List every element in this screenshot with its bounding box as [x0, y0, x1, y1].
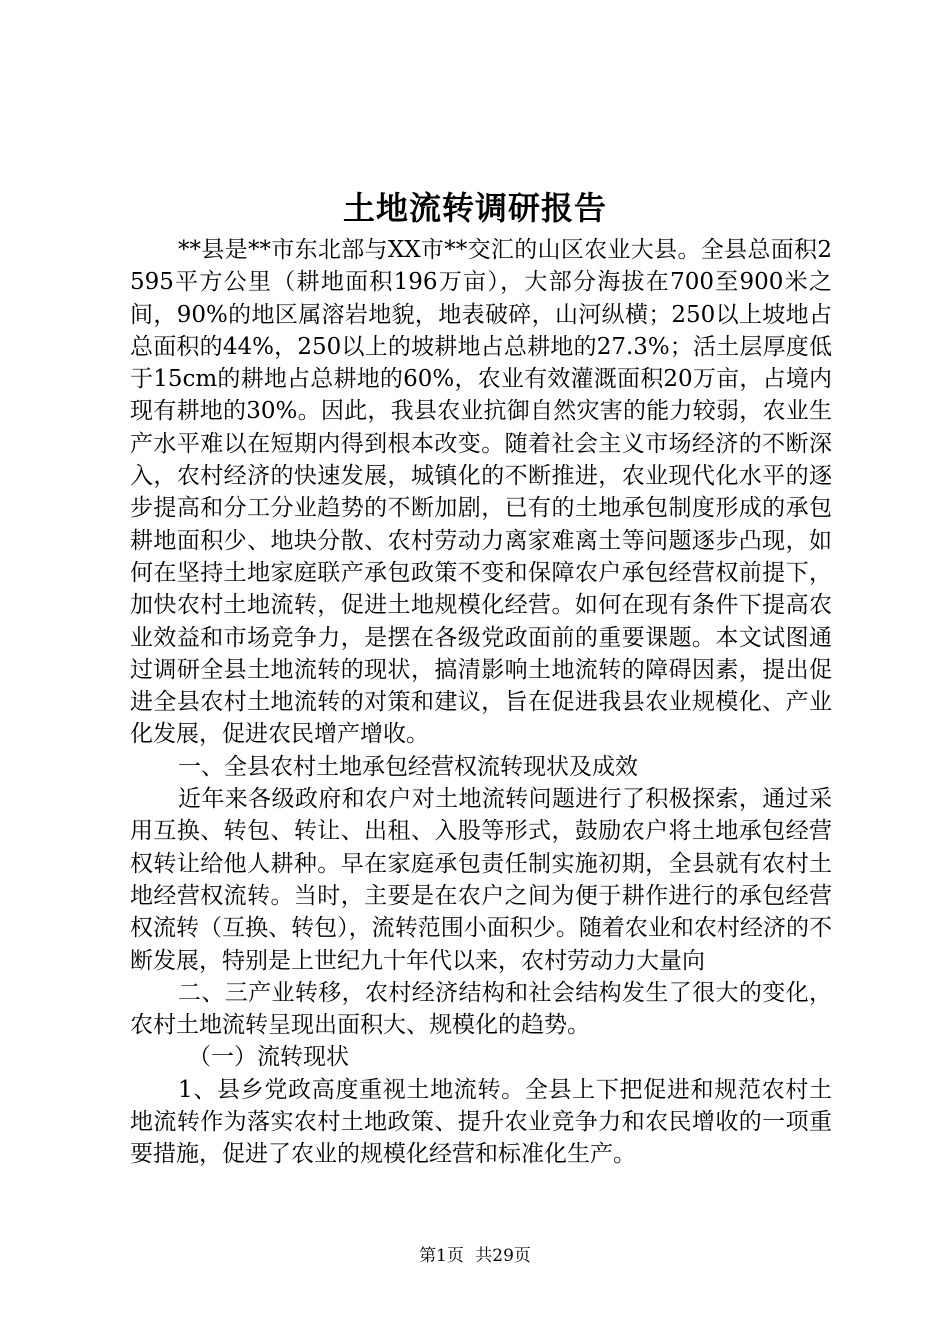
- intro-paragraph: **县是**市东北部与XX市**交汇的山区农业大县。全县总面积2595平方公里（耕地面积196万亩），大部分海拔在700至900米之间，90%的地区属溶岩地貌，地表破碎，山河纵横；250以上坡地占总面积的44%，250以上的坡耕地占总耕地的27.3%；活土层厚度低于15cm的耕地占总耕地的60%，农业有效灌溉面积20万亩，占境内现有耕地的30%。因此，我县农业抗御自然灾害的能力较弱，农业生产水平难以在短期内得到根本改变。随着社会主义市场经济的不断深入，农村经济的快速发展，城镇化的不断推进，农业现代化水平的逐步提高和分工分业趋势的不断加剧，已有的土地承包制度形成的承包耕地面积少、地块分散、农村劳动力离家难离土等问题逐步凸现，如何在坚持土地家庭联产承包政策不变和保障农户承包经营权前提下，加快农村土地流转，促进土地规模化经营。如何在现有条件下提高农业效益和市场竞争力，是摆在各级党政面前的重要课题。本文试图通过调研全县土地流转的现状，搞清影响土地流转的障碍因素，提出促进全县农村土地流转的对策和建议，旨在促进我县农业规模化、产业化发展，促进农民增产增收。: [130, 237, 832, 748]
- body-paragraph: 近年来各级政府和农户对土地流转问题进行了积极探索，通过采用互换、转包、转让、出租、入股等形式，鼓励农户将土地承包经营权转让给他人耕种。早在家庭承包责任制实施初期，全县就有农村土地经营权流转。当时，主要是在农户之间为便于耕作进行的承包经营权流转（互换、转包），流转范围小面积少。随着农业和农村经济的不断发展，特别是上世纪九十年代以来，农村劳动力大量向: [130, 786, 832, 974]
- body-paragraph: 1、县乡党政高度重视土地流转。全县上下把促进和规范农村土地流转作为落实农村土地政策、提升农业竞争力和农民增收的一项重要措施，促进了农业的规模化经营和标准化生产。: [130, 1076, 832, 1168]
- page-footer: [0, 1244, 950, 1268]
- section-heading-1: 一、全县农村土地承包经营权流转现状及成效: [178, 753, 638, 780]
- page-total: 共29页: [475, 1246, 531, 1266]
- document-body: [130, 234, 832, 1171]
- body-paragraph: 二、三产业转移，农村经济结构和社会结构发生了很大的变化，农村土地流转呈现出面积大、规模化的趋势。: [130, 979, 832, 1039]
- document-title: 土地流转调研报告: [342, 189, 607, 227]
- page-number: 第1页: [419, 1246, 464, 1266]
- subsection-heading: （一）流转现状: [188, 1044, 349, 1071]
